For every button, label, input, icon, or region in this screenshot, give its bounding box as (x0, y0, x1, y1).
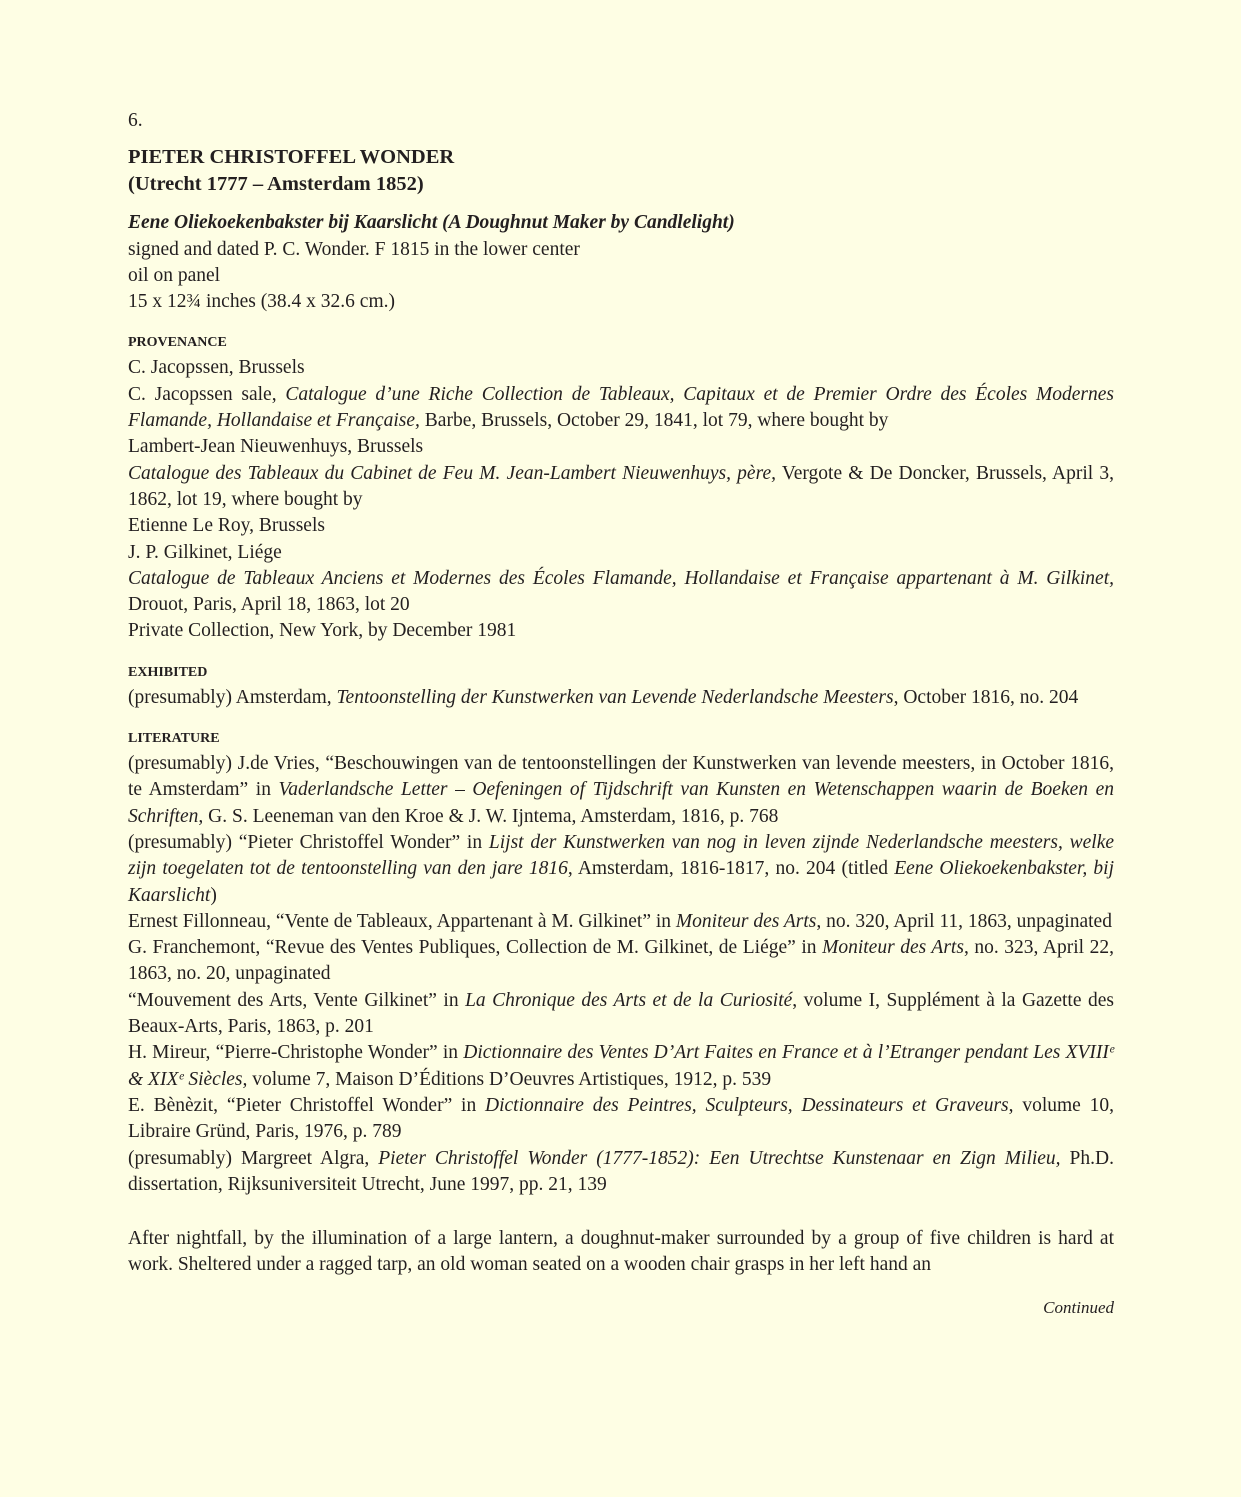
entry-text: “Mouvement des Arts, Vente Gilkinet” in (128, 989, 466, 1011)
artist-dates: (Utrecht 1777 – Amsterdam 1852) (128, 173, 424, 196)
list-entry (128, 540, 1114, 566)
work-signature: signed and dated P. C. Wonder. F 1815 in the lower center (128, 238, 580, 260)
entry-text: , no. 323, April 22, 1863, no. 20, unpaginated (128, 937, 1114, 985)
list-entry (128, 1146, 1114, 1199)
entry-text: Drouot, Paris, April 18, 1863, lot 20 (128, 594, 410, 616)
catalogue-page (128, 108, 1114, 1321)
entry-text: , volume 10, Libraire Gründ, Paris, 1976, p. 789 (128, 1094, 1114, 1143)
artist-name: PIETER CHRISTOFFEL WONDER (128, 146, 455, 169)
list-entry (128, 988, 1114, 1041)
entry-text: (presumably) Amsterdam, (128, 686, 337, 708)
provenance-heading: PROVENANCE (128, 335, 227, 351)
entry-text: , October 1816, no. 204 (893, 686, 1079, 708)
literature-list (128, 751, 1114, 1198)
entry-text: Ph.D. dissertation, Rijksuniversiteit Utrecht, June 1997, pp. 21, 139 (128, 1147, 1114, 1195)
list-entry (128, 618, 1114, 644)
list-entry (128, 382, 1114, 435)
entry-text: volume 7, Maison D’Éditions D’Oeuvres Artistiques, 1912, p. 539 (247, 1068, 772, 1090)
provenance-list (128, 355, 1114, 644)
list-entry (128, 830, 1114, 909)
list-entry (128, 1040, 1114, 1093)
list-entry (128, 566, 1114, 619)
entry-text: Vergote & De Doncker, Brussels, April 3, 1862, lot 19, where bought by (128, 462, 1114, 510)
lot-number: 6. (128, 110, 143, 131)
list-entry (128, 355, 1114, 381)
work-dimensions: 15 x 12¾ inches (38.4 x 32.6 cm.) (128, 291, 396, 313)
list-entry (128, 935, 1114, 988)
entry-text: G. S. Leeneman van den Kroe & J. W. Ijntema, Amsterdam, 1816, p. 768 (203, 805, 779, 827)
entry-text: , volume I, Supplément à la Gazette des Beaux-Arts, Paris, 1863, p. 201 (128, 989, 1114, 1038)
italic-title-text: Tentoonstelling der Kunstwerken van Levende Nederlandsche Meesters (336, 686, 894, 708)
entry-text: (presumably) J.de Vries, “Beschouwingen van de tentoonstellingen der Kunstwerken van levende meesters, in October 1816, te Amsterdam” in (128, 753, 1114, 801)
list-entry (128, 751, 1114, 830)
italic-title-text: Moniteur des Arts (822, 937, 964, 959)
list-entry (128, 513, 1114, 539)
italic-title-text: Dictionnaire des Ventes D’Art Faites en France et à l’Etranger pendant Les XVIIIᵉ & XIXᵉ Siècles, (128, 1042, 1115, 1090)
list-entry (128, 909, 1114, 935)
entry-text: Ernest Fillonneau, “Vente de Tableaux, Appartenant à M. Gilkinet” in (128, 910, 676, 932)
entry-text: (presumably) “Pieter Christoffel Wonder” in (128, 831, 489, 853)
entry-text: H. Mireur, “Pierre-Christophe Wonder” in (128, 1042, 464, 1064)
entry-text: J. P. Gilkinet, Liége (128, 541, 282, 563)
italic-title-text: Catalogue de Tableaux Anciens et Modernes des Écoles Flamande, Hollandaise et Française appartenant à M. Gilkinet, (128, 567, 1114, 589)
entry-text: Private Collection, New York, by December 1981 (128, 620, 517, 642)
literature-heading: LITERATURE (128, 731, 220, 747)
list-entry (128, 434, 1114, 460)
italic-title-text: Dictionnaire des Peintres, Sculpteurs, Dessinateurs et Graveurs (485, 1094, 1009, 1116)
list-entry (128, 461, 1114, 514)
italic-title-text: Catalogue d’une Riche Collection de Tableaux, Capitaux et de Premier Ordre des Écoles Modernes Flamande, Hollandaise et Française, (128, 383, 1114, 432)
work-title: Eene Oliekoekenbakster bij Kaarslicht (A Doughnut Maker by Candlelight) (128, 212, 735, 234)
essay-paragraph: After nightfall, by the illumination of a large lantern, a doughnut-maker surrounded by a group of five children is hard at work. Sheltered under a ragged tarp, an old woman seated on a wooden chair grasps in her left hand an (128, 1228, 1114, 1276)
entry-text: E. Bènèzit, “Pieter Christoffel Wonder” in (128, 1094, 486, 1116)
exhibited-list (128, 685, 1114, 711)
italic-title-text: Vaderlandsche Letter – Oefeningen of Tijdschrift van Kunsten en Wetenschappen waarin de Boeken en Schriften, (128, 779, 1114, 827)
work-medium: oil on panel (128, 264, 221, 286)
entry-text: , Amsterdam, 1816-1817, no. 204 (titled (567, 858, 895, 880)
entry-text: C. Jacopssen, Brussels (128, 357, 305, 379)
list-entry (128, 685, 1114, 711)
exhibited-heading: EXHIBITED (128, 664, 208, 680)
list-entry (128, 1093, 1114, 1146)
italic-title-text: Lijst der Kunstwerken van nog in leven zijnde Nederlandsche meesters, welke zijn toegelaten tot de tentoonstelling van den jare 1816 (128, 831, 1114, 880)
italic-title-text: Catalogue des Tableaux du Cabinet de Feu M. Jean-Lambert Nieuwenhuys, père, (128, 462, 776, 484)
entry-text: Barbe, Brussels, October 29, 1841, lot 79, where bought by (419, 410, 889, 432)
continued-label: Continued (1043, 1297, 1114, 1317)
entry-text: Etienne Le Roy, Brussels (128, 515, 325, 537)
entry-text: C. Jacopssen sale, (128, 383, 286, 405)
italic-title-text: Pieter Christoffel Wonder (1777-1852): Een Utrechtse Kunstenaar en Zign Milieu, (378, 1147, 1061, 1169)
italic-title-text: La Chronique des Arts et de la Curiosité (465, 989, 793, 1011)
entry-text: , no. 320, April 11, 1863, unpaginated (816, 910, 1112, 932)
entry-text: G. Franchemont, “Revue des Ventes Publiques, Collection de M. Gilkinet, de Liége” in (128, 937, 823, 959)
entry-text: ) (210, 884, 217, 906)
italic-title-text: Eene Oliekoekenbakster, bij Kaarslicht (128, 858, 1114, 906)
italic-title-text: Moniteur des Arts (675, 910, 817, 932)
entry-text: Lambert-Jean Nieuwenhuys, Brussels (128, 436, 424, 458)
entry-text: (presumably) Margreet Algra, (128, 1147, 379, 1169)
